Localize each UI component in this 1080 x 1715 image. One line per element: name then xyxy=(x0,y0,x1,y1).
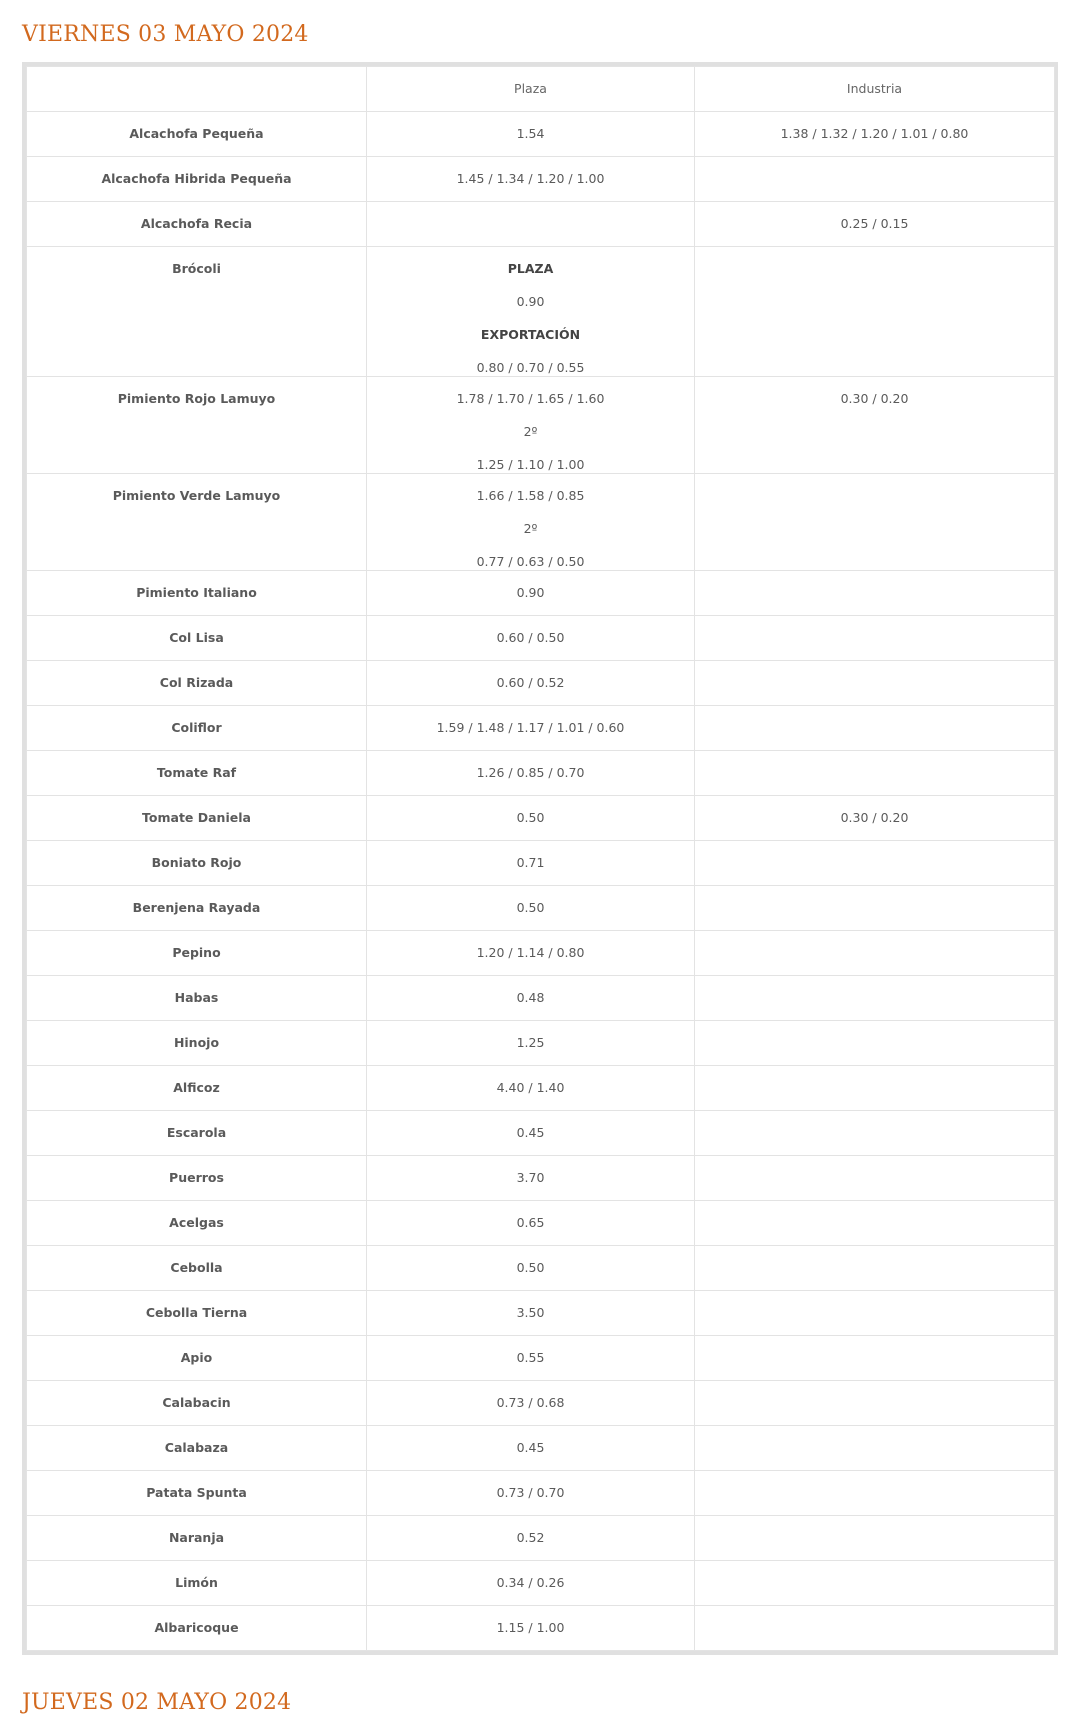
table-row xyxy=(27,661,1055,706)
industria-price xyxy=(695,886,1055,931)
table-header-row xyxy=(27,67,1055,112)
price-line: 0.80 / 0.70 / 0.55 xyxy=(476,360,585,375)
industria-price: 0.30 / 0.20 xyxy=(695,377,1055,474)
price-line: 2º xyxy=(523,424,538,439)
plaza-price: 0.90 xyxy=(367,571,695,616)
industria-price xyxy=(695,841,1055,886)
plaza-price: 0.65 xyxy=(367,1201,695,1246)
product-name: Tomate Raf xyxy=(27,751,367,796)
table-row xyxy=(27,616,1055,661)
industria-price xyxy=(695,1201,1055,1246)
product-name: Cebolla Tierna xyxy=(27,1291,367,1336)
table-row xyxy=(27,1336,1055,1381)
table-row xyxy=(27,1561,1055,1606)
table-row xyxy=(27,1381,1055,1426)
industria-price xyxy=(695,571,1055,616)
product-name: Calabaza xyxy=(27,1426,367,1471)
industria-price xyxy=(695,157,1055,202)
product-name: Tomate Daniela xyxy=(27,796,367,841)
industria-price xyxy=(695,1606,1055,1651)
plaza-price: 4.40 / 1.40 xyxy=(367,1066,695,1111)
plaza-price: 1.45 / 1.34 / 1.20 / 1.00 xyxy=(367,157,695,202)
product-name: Pepino xyxy=(27,931,367,976)
product-name: Naranja xyxy=(27,1516,367,1561)
industria-price xyxy=(695,1066,1055,1111)
product-name: Albaricoque xyxy=(27,1606,367,1651)
industria-price xyxy=(695,1516,1055,1561)
industria-price xyxy=(695,616,1055,661)
table-row xyxy=(27,751,1055,796)
plaza-price: 0.50 xyxy=(367,886,695,931)
product-name: Pimiento Verde Lamuyo xyxy=(27,474,367,571)
product-name: Col Rizada xyxy=(27,661,367,706)
plaza-price: 0.48 xyxy=(367,976,695,1021)
price-line: 0.90 xyxy=(516,294,545,309)
table-row xyxy=(27,841,1055,886)
plaza-price: 0.45 xyxy=(367,1426,695,1471)
plaza-price: 1.20 / 1.14 / 0.80 xyxy=(367,931,695,976)
industria-price xyxy=(695,1336,1055,1381)
table-row xyxy=(27,886,1055,931)
plaza-price: 0.60 / 0.50 xyxy=(367,616,695,661)
plaza-price: 1.15 / 1.00 xyxy=(367,1606,695,1651)
table-row xyxy=(27,377,1055,474)
table-row xyxy=(27,571,1055,616)
industria-price xyxy=(695,1021,1055,1066)
industria-price xyxy=(695,1471,1055,1516)
table-row xyxy=(27,1291,1055,1336)
industria-price xyxy=(695,976,1055,1021)
product-name: Pimiento Italiano xyxy=(27,571,367,616)
product-name: Berenjena Rayada xyxy=(27,886,367,931)
product-name: Boniato Rojo xyxy=(27,841,367,886)
price-line: 1.25 / 1.10 / 1.00 xyxy=(476,457,585,472)
product-name: Puerros xyxy=(27,1156,367,1201)
industria-price xyxy=(695,1426,1055,1471)
product-name: Calabacin xyxy=(27,1381,367,1426)
plaza-price: 1.54 xyxy=(367,112,695,157)
price-line: 1.66 / 1.58 / 0.85 xyxy=(476,488,585,503)
plaza-price: 0.52 xyxy=(367,1516,695,1561)
industria-price xyxy=(695,1381,1055,1426)
table-row xyxy=(27,1471,1055,1516)
plaza-price: 0.50 xyxy=(367,1246,695,1291)
plaza-price xyxy=(367,474,695,571)
plaza-price: 0.73 / 0.70 xyxy=(367,1471,695,1516)
price-section-label: PLAZA xyxy=(507,261,554,276)
product-name: Pimiento Rojo Lamuyo xyxy=(27,377,367,474)
product-name: Acelgas xyxy=(27,1201,367,1246)
product-name: Alcachofa Hibrida Pequeña xyxy=(27,157,367,202)
product-name: Alcachofa Pequeña xyxy=(27,112,367,157)
price-line: 0.77 / 0.63 / 0.50 xyxy=(476,554,585,569)
plaza-price: 1.25 xyxy=(367,1021,695,1066)
plaza-price: 1.26 / 0.85 / 0.70 xyxy=(367,751,695,796)
plaza-price: 0.71 xyxy=(367,841,695,886)
header-industria: Industria xyxy=(695,67,1055,112)
next-day-heading: JUEVES 02 MAYO 2024 xyxy=(22,1690,292,1715)
table-row xyxy=(27,474,1055,571)
plaza-price: 0.55 xyxy=(367,1336,695,1381)
price-line: 1.78 / 1.70 / 1.65 / 1.60 xyxy=(456,391,605,406)
table-row xyxy=(27,1246,1055,1291)
table-row xyxy=(27,1156,1055,1201)
plaza-price: 0.60 / 0.52 xyxy=(367,661,695,706)
industria-price xyxy=(695,474,1055,571)
industria-price xyxy=(695,1291,1055,1336)
industria-price xyxy=(695,1156,1055,1201)
table-row xyxy=(27,202,1055,247)
price-section-label: EXPORTACIÓN xyxy=(480,327,581,342)
table-row xyxy=(27,976,1055,1021)
industria-price: 1.38 / 1.32 / 1.20 / 1.01 / 0.80 xyxy=(695,112,1055,157)
price-line: 2º xyxy=(523,521,538,536)
day-heading: VIERNES 03 MAYO 2024 xyxy=(22,22,309,47)
plaza-price: 0.45 xyxy=(367,1111,695,1156)
product-name: Alcachofa Recia xyxy=(27,202,367,247)
price-table xyxy=(26,66,1055,1651)
table-row xyxy=(27,1021,1055,1066)
industria-price: 0.30 / 0.20 xyxy=(695,796,1055,841)
table-row xyxy=(27,706,1055,751)
plaza-price xyxy=(367,247,695,377)
table-row xyxy=(27,247,1055,377)
industria-price xyxy=(695,931,1055,976)
industria-price xyxy=(695,751,1055,796)
industria-price xyxy=(695,1246,1055,1291)
table-row xyxy=(27,1516,1055,1561)
industria-price xyxy=(695,1561,1055,1606)
industria-price: 0.25 / 0.15 xyxy=(695,202,1055,247)
product-name: Brócoli xyxy=(27,247,367,377)
product-name: Coliflor xyxy=(27,706,367,751)
price-table-container xyxy=(22,62,1058,1655)
plaza-price: 1.59 / 1.48 / 1.17 / 1.01 / 0.60 xyxy=(367,706,695,751)
plaza-price xyxy=(367,377,695,474)
table-row xyxy=(27,1426,1055,1471)
plaza-price: 0.34 / 0.26 xyxy=(367,1561,695,1606)
table-row xyxy=(27,1066,1055,1111)
industria-price xyxy=(695,247,1055,377)
product-name: Patata Spunta xyxy=(27,1471,367,1516)
product-name: Cebolla xyxy=(27,1246,367,1291)
table-row xyxy=(27,931,1055,976)
product-name: Escarola xyxy=(27,1111,367,1156)
product-name: Habas xyxy=(27,976,367,1021)
product-name: Alficoz xyxy=(27,1066,367,1111)
table-row xyxy=(27,1111,1055,1156)
table-row xyxy=(27,1606,1055,1651)
plaza-price: 0.50 xyxy=(367,796,695,841)
header-plaza: Plaza xyxy=(367,67,695,112)
industria-price xyxy=(695,1111,1055,1156)
plaza-price: 3.50 xyxy=(367,1291,695,1336)
product-name: Apio xyxy=(27,1336,367,1381)
table-body xyxy=(27,112,1055,1651)
product-name: Hinojo xyxy=(27,1021,367,1066)
industria-price xyxy=(695,661,1055,706)
table-row xyxy=(27,1201,1055,1246)
table-row xyxy=(27,796,1055,841)
header-product xyxy=(27,67,367,112)
plaza-price: 0.73 / 0.68 xyxy=(367,1381,695,1426)
product-name: Limón xyxy=(27,1561,367,1606)
plaza-price: 3.70 xyxy=(367,1156,695,1201)
industria-price xyxy=(695,706,1055,751)
plaza-price xyxy=(367,202,695,247)
table-row xyxy=(27,112,1055,157)
table-row xyxy=(27,157,1055,202)
product-name: Col Lisa xyxy=(27,616,367,661)
